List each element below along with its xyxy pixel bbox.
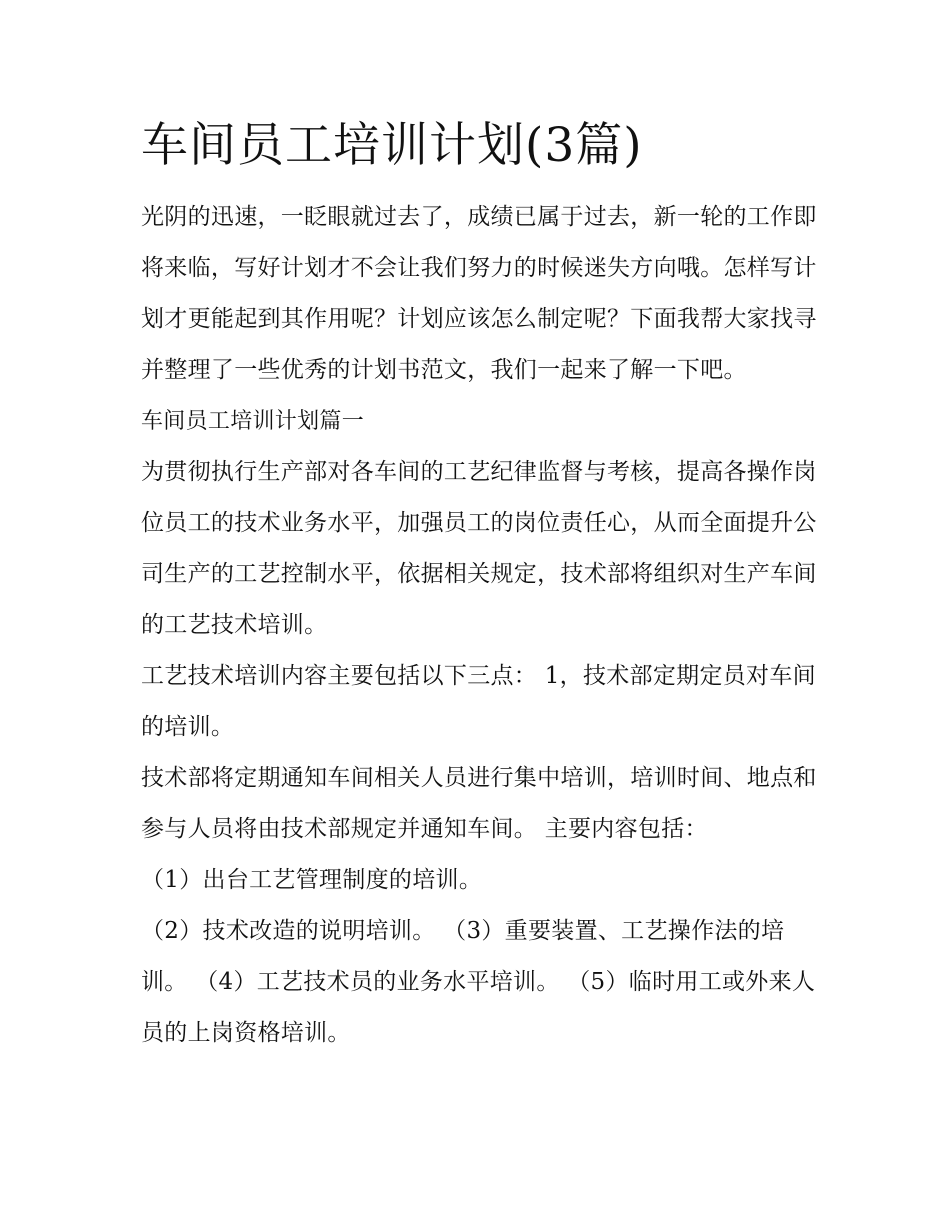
section-heading: 车间员工培训计划篇一 [141,409,365,434]
schedule-paragraph: 技术部将定期通知车间相关人员进行集中培训，培训时间、地点和参与人员将由技术部规定并通知车间。 主要内容包括： [141,765,817,842]
purpose-paragraph: 为贯彻执行生产部对各车间的工艺纪律监督与考核，提高各操作岗位员工的技术业务水平，加强员工的岗位责任心，从而全面提升公司生产的工艺控制水平，依据相关规定，技术部将组织对生产车间的工艺技术培训。 [141,459,817,638]
training-content-paragraph: 工艺技术培训内容主要包括以下三点： 1，技术部定期定员对车间的培训。 [141,663,816,740]
document-title: 车间员工培训计划(3篇) [141,118,643,173]
list-item: （1）出台工艺管理制度的培训。 [141,867,483,893]
document-body [141,112,821,1059]
intro-paragraph: 光阴的迅速，一眨眼就过去了，成绩已属于过去，新一轮的工作即将来临，写好计划才不会让我们努力的时候迷失方向哦。怎样写计划才更能起到其作用呢？计划应该怎么制定呢？下面我帮大家找寻并整理了一些优秀的计划书范文，我们一起来了解一下吧。 [141,204,817,383]
list-item: （2）技术改造的说明培训。 （3）重要装置、工艺操作法的培训。 （4）工艺技术员的业务水平培训。 （5）临时用工或外来人员的上岗资格培训。 [141,918,816,1046]
